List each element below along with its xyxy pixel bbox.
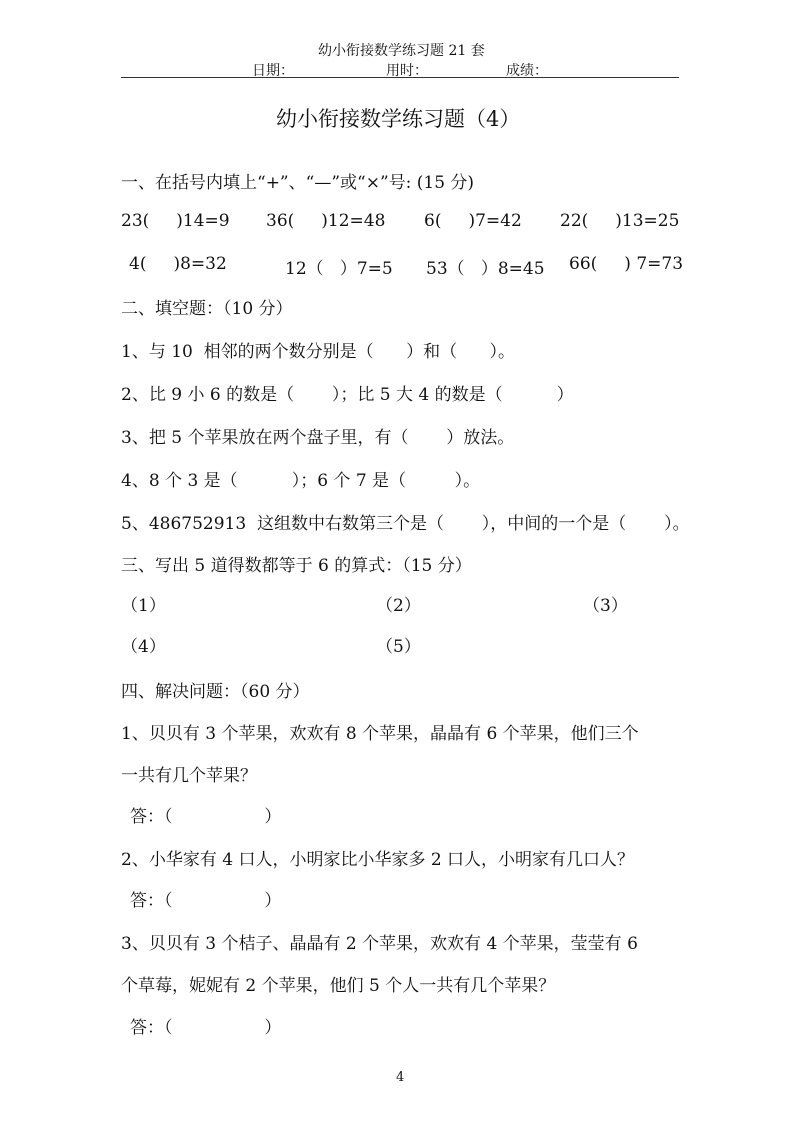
page-title: 幼小衔接数学练习题（4）	[276, 107, 521, 131]
fill-item: 1、与 10 相邻的两个数分别是（ ）和（ ）。	[121, 342, 516, 362]
equation: 23( )14=9	[121, 211, 230, 231]
fill-item: 3、把 5 个苹果放在两个盘子里，有（ ）放法。	[121, 428, 515, 448]
fill-item: 4、8 个 3 是（ ）；6 个 7 是（ ）。	[121, 471, 481, 491]
answer-line: 答：（ ）	[130, 891, 282, 911]
problem-text: 个草莓，妮妮有 2 个苹果，他们 5 个人一共有几个苹果？	[121, 976, 556, 996]
answer-slot: （4）	[121, 637, 166, 657]
answer-slot: （2）	[376, 596, 421, 616]
header-series-title: 幼小衔接数学练习题 21 套	[318, 43, 485, 59]
equation: 22( )13=25	[560, 211, 680, 231]
answer-line: 答：（ ）	[130, 807, 282, 827]
header-time-label: 用时：	[386, 63, 428, 79]
answer-slot: （3）	[583, 596, 628, 616]
header-score-label: 成绩：	[506, 63, 548, 79]
problem-text: 3、贝贝有 3 个桔子、晶晶有 2 个苹果，欢欢有 4 个苹果，莹莹有 6	[121, 934, 638, 954]
problem-text: 一共有几个苹果？	[121, 766, 257, 786]
problem-text: 1、贝贝有 3 个苹果，欢欢有 8 个苹果，晶晶有 6 个苹果，他们三个	[121, 724, 639, 744]
equation: 66( ) 7=73	[569, 254, 684, 274]
header-divider	[121, 77, 679, 78]
answer-line: 答：（ ）	[130, 1018, 282, 1038]
equation: 4( )8=32	[129, 254, 227, 274]
problem-text: 2、小华家有 4 口人，小明家比小华家多 2 口人，小明家有几口人？	[121, 850, 635, 870]
section1-heading: 一、在括号内填上“+”、“—”或“×”号: (15 分)	[121, 173, 475, 193]
section2-heading: 二、填空题：（10 分）	[121, 299, 293, 319]
section4-heading: 四、解决问题：（60 分）	[121, 682, 310, 702]
equation: 36( )12=48	[266, 211, 386, 231]
fill-item: 5、486752913 这组数中右数第三个是（ ），中间的一个是（ ）。	[121, 514, 690, 534]
equation: 12（ ）7=5	[285, 259, 393, 279]
equation: 6( )7=42	[424, 211, 522, 231]
page-number: 4	[396, 1070, 405, 1085]
section3-heading: 三、写出 5 道得数都等于 6 的算式：（15 分）	[121, 556, 472, 576]
equation: 53（ ）8=45	[426, 259, 545, 279]
fill-item: 2、比 9 小 6 的数是（ ）；比 5 大 4 的数是（ ）	[121, 385, 574, 405]
answer-slot: （1）	[121, 596, 166, 616]
header-date-label: 日期：	[252, 63, 294, 79]
answer-slot: （5）	[376, 637, 421, 657]
